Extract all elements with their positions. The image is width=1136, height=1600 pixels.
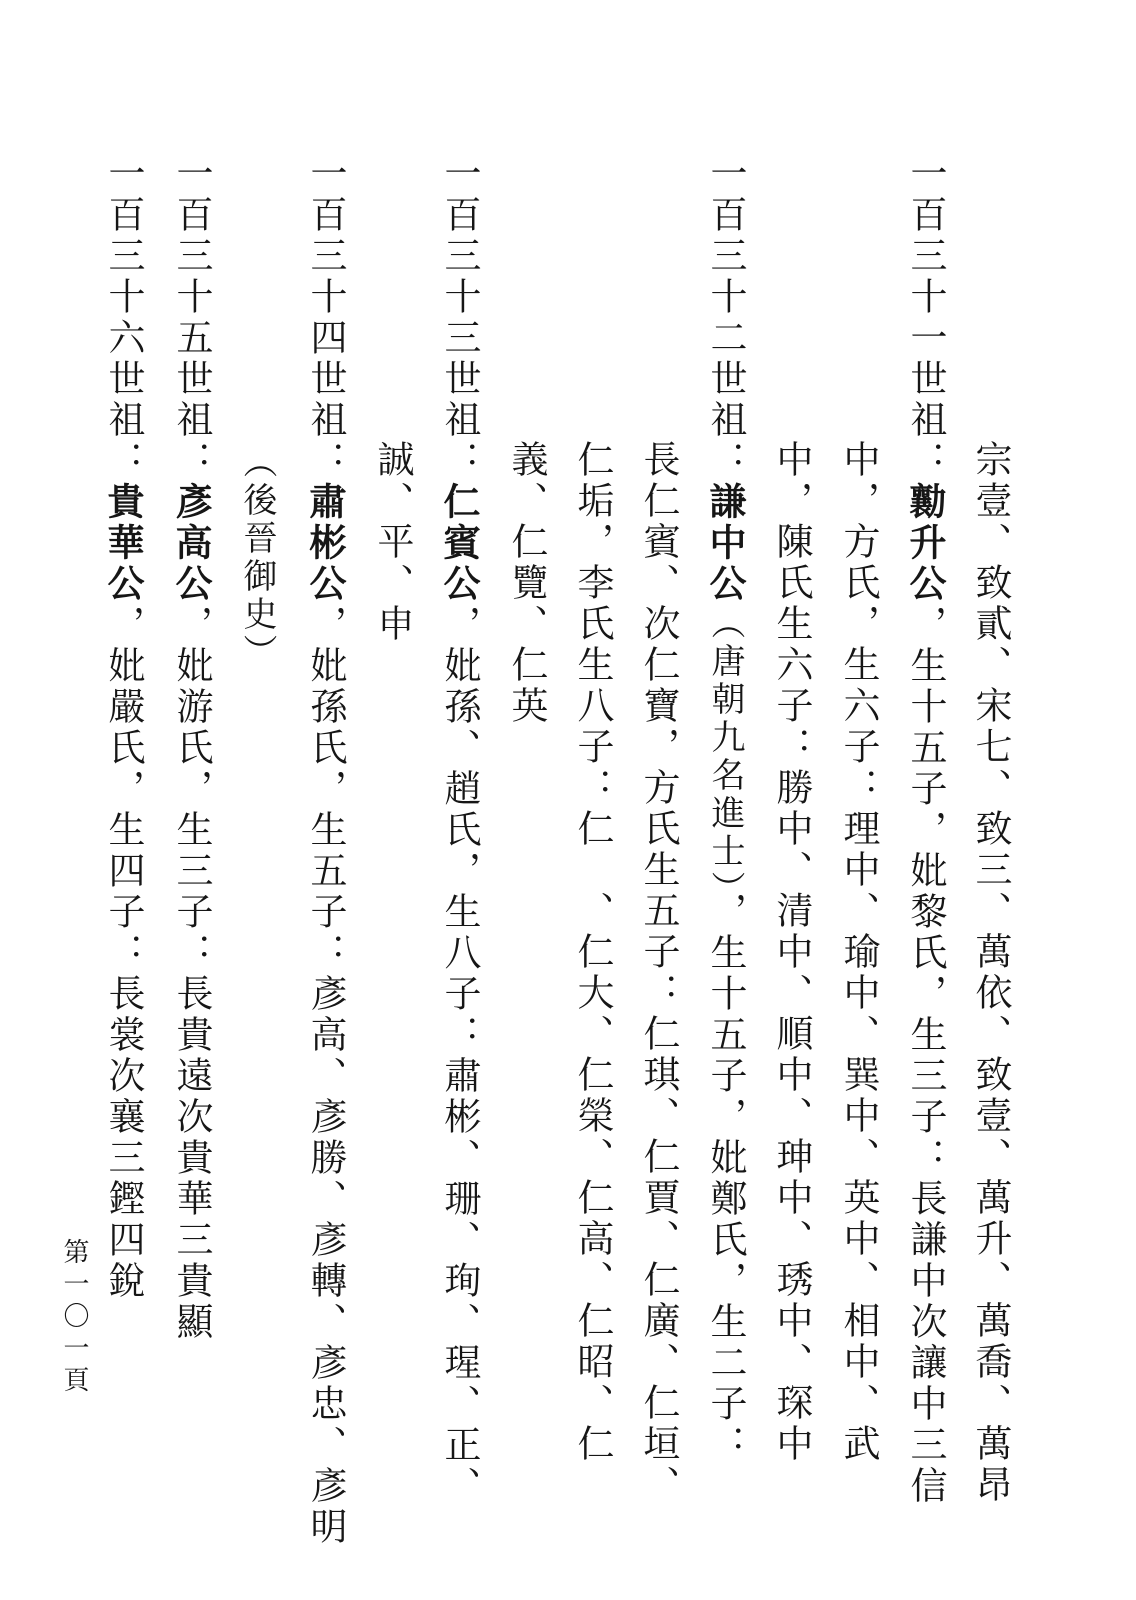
column-text: 仁垢，李氏生八子：仁 、仁大、仁榮、仁高、仁昭、仁 (571, 440, 614, 1465)
text-column-4 (770, 440, 813, 1465)
text-column-7 (571, 440, 614, 1465)
text-column-3 (837, 440, 880, 1465)
column-text: ，生十五子，妣黎氏，生三子：長謙中次讓中三信 (904, 605, 947, 1507)
text-column-1 (969, 440, 1012, 1506)
ancestor-name: 謙中公 (703, 482, 747, 605)
ancestor-name: 勷升公 (903, 482, 947, 605)
annotation-note: （後晉御史） (237, 444, 277, 672)
column-text: ，妣孫氏，生五子：彥高、彥勝、彥轉、彥忠、彥明 (304, 605, 347, 1548)
ancestor-name: 仁賓公 (437, 482, 481, 605)
column-text: ，妣游氏，生三子：長貴遠次貴華三貴顯 (170, 605, 213, 1343)
ancestor-name: 肅彬公 (303, 482, 347, 605)
page-number: 第一〇一頁 (59, 1238, 89, 1398)
column-text: 中，陳氏生六子：勝中、清中、順中、珅中、琇中、琛中 (770, 440, 813, 1465)
column-text: ，妣孫、趙氏，生八子：肅彬、珊、珣、瑆、正、 (438, 605, 481, 1507)
text-column-8 (505, 440, 548, 727)
generation-label: 一百三十三世祖： (438, 154, 481, 482)
text-column-5 (703, 154, 747, 1466)
annotation-note: （唐朝九名進士） (705, 605, 745, 892)
column-text: 中，方氏，生六子：理中、瑜中、巽中、英中、相中、武 (837, 440, 880, 1465)
ancestor-name: 彥高公 (169, 482, 213, 605)
column-text: 誠、平、申 (371, 440, 414, 645)
text-column-14 (101, 154, 145, 1302)
text-column-9 (437, 154, 481, 1507)
column-text: 宗壹、致貳、宋七、致三、萬依、致壹、萬升、萬喬、萬昂 (969, 440, 1012, 1506)
column-text: ，生十五子，妣鄭氏，生二子： (704, 892, 747, 1466)
generation-label: 一百三十二世祖： (704, 154, 747, 482)
generation-label: 一百三十五世祖： (170, 154, 213, 482)
text-column-10 (371, 440, 414, 645)
text-column-6 (637, 440, 680, 1506)
text-column-13 (169, 154, 213, 1343)
column-text: ，妣嚴氏，生四子：長裳次襄三鏗四銳 (102, 605, 145, 1302)
text-column-12 (237, 444, 277, 672)
generation-label: 一百三十一世祖： (904, 154, 947, 482)
text-column-2 (903, 154, 947, 1507)
ancestor-name: 貴華公 (101, 482, 145, 605)
generation-label: 一百三十四世祖： (304, 154, 347, 482)
text-column-11 (303, 154, 347, 1548)
column-text: 義、仁覽、仁英 (505, 440, 548, 727)
column-text: 長仁賓、次仁寶，方氏生五子：仁琪、仁賈、仁廣、仁垣、 (637, 440, 680, 1506)
generation-label: 一百三十六世祖： (102, 154, 145, 482)
